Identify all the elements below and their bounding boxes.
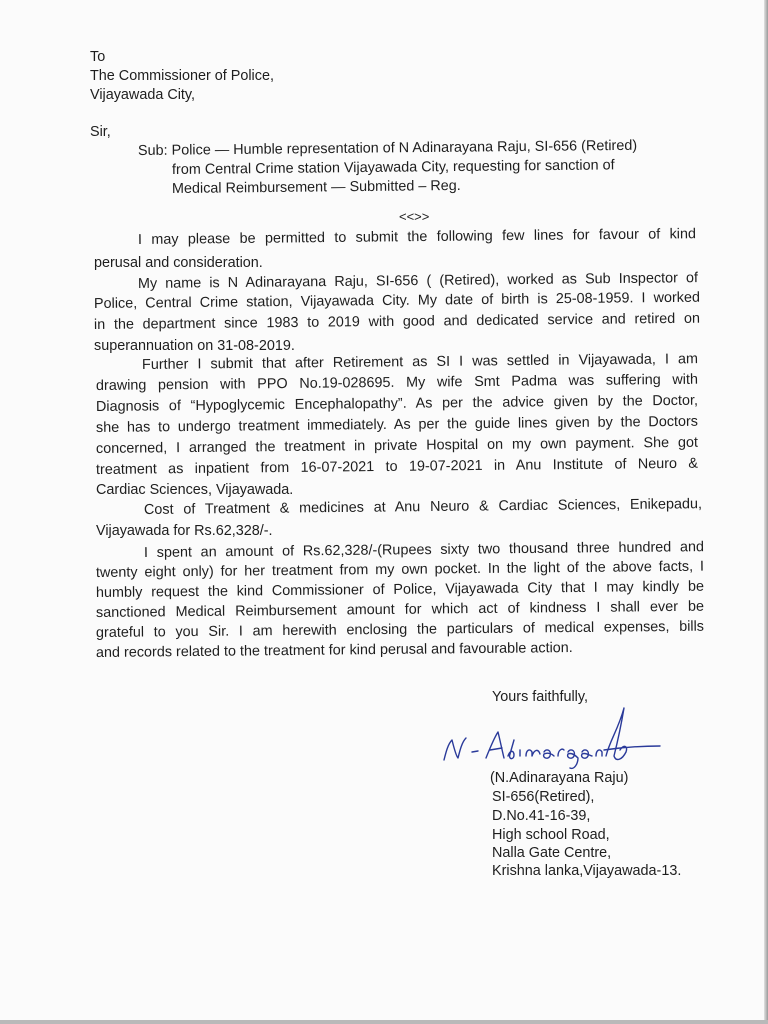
sender-door-no: D.No.41-16-39, bbox=[492, 808, 591, 824]
scan-edge-bottom bbox=[0, 1020, 768, 1024]
para-5-line: and records related to the treatment for kind perusal and favourable action. bbox=[95, 640, 573, 661]
handwritten-signature bbox=[438, 700, 668, 780]
para-2-line: in the department since 1983 to 2019 with good and dedicated service and retired on bbox=[93, 310, 701, 333]
separator: <<>> bbox=[399, 209, 430, 224]
para-3-line: she has to undergo treatment immediately. As per the guide lines given by the Doctors bbox=[95, 413, 699, 436]
salutation: Sir, bbox=[90, 124, 111, 140]
para-5-line: humbly request the kind Commissioner of Police, Vijayawada City that I may kindly be bbox=[95, 578, 705, 601]
para-2-line: My name is N Adinarayana Raju, SI-656 ( (Retired), worked as Sub Inspector of bbox=[137, 270, 699, 292]
subject-line-1: Sub: Police — Humble representation of N Adinarayana Raju, SI-656 (Retired) bbox=[137, 137, 638, 159]
address-recipient: The Commissioner of Police, bbox=[90, 68, 274, 84]
para-3-line: concerned, I arranged the treatment in private Hospital on my own payment. She got bbox=[95, 434, 699, 457]
sender-locality: Krishna lanka,Vijayawada-13. bbox=[492, 863, 682, 879]
sender-area: Nalla Gate Centre, bbox=[492, 845, 612, 861]
para-5-line: grateful to you Sir. I am herewith enclosing the particulars of medical expenses, bills bbox=[95, 618, 705, 641]
sender-name: (N.Adinarayana Raju) bbox=[490, 770, 629, 786]
para-1-line: perusal and consideration. bbox=[94, 255, 263, 271]
para-4-line: Cost of Treatment & medicines at Anu Neuro & Cardiac Sciences, Enikepadu, bbox=[143, 496, 703, 518]
address-to: To bbox=[90, 49, 106, 65]
sender-street: High school Road, bbox=[492, 827, 610, 843]
para-5-line: sanctioned Medical Reimbursement amount for which act of kindness I shall ever be bbox=[95, 598, 705, 621]
para-4-line: Vijayawada for Rs.62,328/-. bbox=[96, 523, 273, 539]
para-1-line: I may please be permitted to submit the following few lines for favour of kind bbox=[137, 226, 697, 248]
para-5-line: I spent an amount of Rs.62,328/-(Rupees sixty two thousand three hundred and bbox=[143, 539, 705, 561]
para-3-line: Diagnosis of “Hypoglycemic Encephalopathy”. As per the advice given by the Doctor, bbox=[95, 392, 699, 415]
signature-strokes bbox=[444, 708, 660, 768]
sender-rank: SI-656(Retired), bbox=[492, 789, 595, 805]
subject-line-3: Medical Reimbursement — Submitted – Reg. bbox=[171, 177, 461, 197]
para-3-line: Further I submit that after Retirement as SI I was settled in Vijayawada, I am bbox=[141, 351, 699, 373]
scan-edge-shadow bbox=[764, 0, 768, 1024]
para-3-line: drawing pension with PPO No.19-028695. My wife Smt Padma was suffering with bbox=[95, 371, 699, 394]
address-city: Vijayawada City, bbox=[90, 87, 196, 103]
para-5-line: twenty eight only) for her treatment from my own pocket. In the light of the above facts, I bbox=[95, 558, 705, 581]
closing: Yours faithfully, bbox=[492, 689, 588, 705]
para-2-line: Police, Central Crime station, Vijayawada City. My date of birth is 25-08-1959. I worked bbox=[93, 289, 701, 312]
para-3-line: treatment as inpatient from 16-07-2021 to 19-07-2021 in Anu Institute of Neuro & bbox=[95, 455, 699, 478]
subject-line-2: from Central Crime station Vijayawada City, requesting for sanction of bbox=[171, 157, 615, 178]
para-3-line: Cardiac Sciences, Vijayawada. bbox=[96, 482, 294, 498]
para-2-line: superannuation on 31-08-2019. bbox=[94, 338, 295, 354]
